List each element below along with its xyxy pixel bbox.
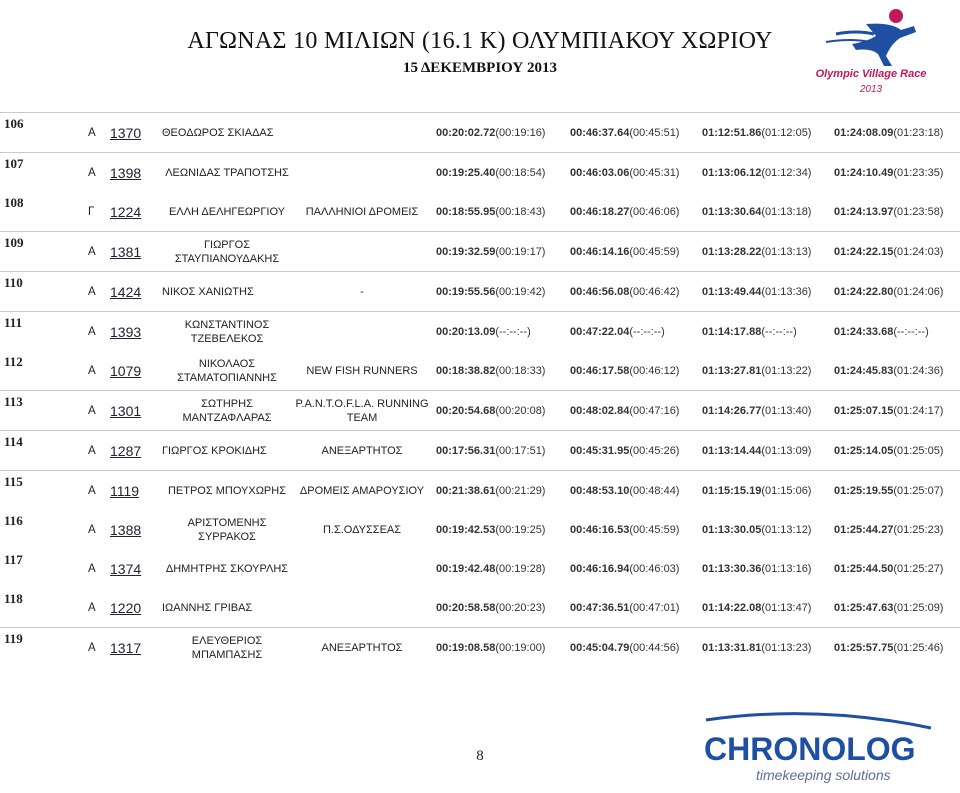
club-name: ΑΝΕΞΑΡΤΗΤΟΣ [321, 641, 403, 654]
split-time-value: 01:14:22.08 [702, 601, 762, 614]
split-time-value: 00:45:31.95 [570, 444, 630, 457]
rank-number: 112 [4, 354, 23, 369]
table-row [0, 351, 960, 390]
split-time-net: (00:20:23) [495, 601, 546, 614]
split-time-net: (00:46:12) [629, 364, 680, 377]
rank-number: 119 [4, 631, 23, 646]
table-row [0, 192, 960, 231]
category: Α [88, 364, 96, 377]
page-title: ΑΓΩΝΑΣ 10 ΜΙΛΙΩΝ (16.1 Κ) ΟΛΥΜΠΙΑΚΟΥ ΧΩΡΙΟΥ [187, 28, 773, 54]
athlete-name: ΕΛΕΥΘΕΡΙΟΣ ΜΠΑΜΠΑΣΗΣ [191, 634, 263, 661]
split-time-net: (00:18:54) [495, 166, 546, 179]
category: Α [88, 562, 96, 575]
club-name: NEW FISH RUNNERS [306, 364, 418, 377]
split-time-net: (00:19:28) [495, 562, 546, 575]
split-time-s2 [570, 153, 679, 192]
split-time-value: 01:15:15.19 [702, 484, 762, 497]
split-time-s3 [702, 471, 811, 510]
split-time-value: 00:18:38.82 [436, 364, 496, 377]
split-time-value: 00:46:17.58 [570, 364, 630, 377]
split-time-net: (01:13:18) [761, 205, 812, 218]
table-row [0, 152, 960, 192]
logo-year: 2013 [859, 84, 883, 95]
rank-number: 115 [4, 474, 23, 489]
split-time-net: (01:13:22) [761, 364, 812, 377]
runner-figure-icon [796, 4, 946, 68]
split-time-net: (00:19:00) [495, 641, 546, 654]
split-time-value: 00:21:38.61 [436, 484, 496, 497]
split-time-net: (01:13:40) [761, 404, 812, 417]
split-time-net: (--:--:--) [761, 325, 797, 338]
split-time-net: (01:13:16) [761, 562, 812, 575]
split-time-net: (01:13:12) [761, 523, 812, 536]
bib-number-link[interactable]: 1398 [110, 164, 142, 181]
split-time-net: (01:25:23) [893, 523, 944, 536]
split-time-net: (00:48:44) [629, 484, 680, 497]
split-time-s4 [834, 510, 943, 549]
split-time-value: 01:13:27.81 [702, 364, 762, 377]
category: Α [88, 285, 96, 298]
split-time-value: 01:13:31.81 [702, 641, 762, 654]
split-time-s1 [436, 192, 545, 231]
split-time-value: 00:48:02.84 [570, 404, 630, 417]
split-time-value: 00:19:25.40 [436, 166, 496, 179]
split-time-net: (00:18:33) [495, 364, 546, 377]
category: Α [88, 325, 96, 338]
split-time-value: 01:25:44.50 [834, 562, 894, 575]
split-time-value: 01:12:51.86 [702, 126, 762, 139]
split-time-s4 [834, 351, 943, 390]
split-time-net: (00:19:25) [495, 523, 546, 536]
category: Α [88, 641, 96, 654]
results-table [0, 112, 960, 667]
athlete-name: ΣΩΤΗΡΗΣ ΜΑΝΤΖΑΦΛΑΡΑΣ [182, 397, 272, 424]
split-time-net: (00:17:51) [495, 444, 546, 457]
athlete-name: ΝΙΚΟΣ ΧΑΝΙΩΤΗΣ [162, 285, 254, 298]
club-name: ΠΑΛΛΗΝΙΟΙ ΔΡΟΜΕΙΣ [305, 205, 419, 218]
bib-number-link[interactable]: 1224 [110, 203, 142, 220]
split-time-s1 [436, 312, 531, 351]
athlete-name: ΚΩΝΣΤΑΝΤΙΝΟΣ ΤΖΕΒΕΛΕΚΟΣ [184, 318, 270, 345]
split-time-s4 [834, 312, 929, 351]
split-time-s1 [436, 113, 545, 152]
split-time-value: 01:13:49.44 [702, 285, 762, 298]
split-time-value: 00:20:13.09 [436, 325, 496, 338]
split-time-s1 [436, 431, 545, 470]
club-name: ΑΝΕΞΑΡΤΗΤΟΣ [321, 444, 403, 457]
split-time-net: (00:45:51) [629, 126, 680, 139]
olympic-village-race-logo [796, 4, 946, 104]
split-time-net: (01:24:17) [893, 404, 944, 417]
split-time-net: (01:23:18) [893, 126, 944, 139]
split-time-net: (--:--:--) [629, 325, 665, 338]
split-time-value: 00:19:42.48 [436, 562, 496, 575]
split-time-net: (--:--:--) [893, 325, 929, 338]
split-time-s1 [436, 351, 545, 390]
athlete-name: ΠΕΤΡΟΣ ΜΠΟΥΧΩΡΗΣ [167, 484, 287, 497]
split-time-s1 [436, 588, 545, 627]
split-time-value: 01:25:07.15 [834, 404, 894, 417]
split-time-value: 01:24:10.49 [834, 166, 894, 179]
split-time-s4 [834, 431, 943, 470]
club-name [292, 232, 432, 271]
bib-number-link[interactable]: 1393 [110, 323, 142, 340]
split-time-s2 [570, 113, 679, 152]
split-time-net: (01:25:09) [893, 601, 944, 614]
split-time-value: 00:19:32.59 [436, 245, 496, 258]
split-time-value: 00:48:53.10 [570, 484, 630, 497]
split-time-s4 [834, 272, 943, 311]
rank-number: 110 [4, 275, 23, 290]
split-time-net: (00:45:26) [629, 444, 680, 457]
table-row [0, 627, 960, 667]
split-time-value: 01:13:30.05 [702, 523, 762, 536]
athlete-name: ΘΕΟΔΩΡΟΣ ΣΚΙΑΔΑΣ [162, 126, 274, 139]
split-time-s4 [834, 113, 943, 152]
split-time-value: 01:25:14.05 [834, 444, 894, 457]
split-time-s4 [834, 628, 943, 667]
split-time-net: (01:24:36) [893, 364, 944, 377]
club-name [292, 153, 432, 192]
club-name [292, 312, 432, 351]
split-time-net: (01:24:03) [893, 245, 944, 258]
bib-number-link[interactable]: 1381 [110, 243, 142, 260]
split-time-net: (00:19:42) [495, 285, 546, 298]
split-time-net: (00:44:56) [629, 641, 680, 654]
split-time-value: 01:13:06.12 [702, 166, 762, 179]
split-time-value: 01:24:33.68 [834, 325, 894, 338]
split-time-s2 [570, 549, 679, 588]
athlete-name: ΝΙΚΟΛΑΟΣ ΣΤΑΜΑΤΟΠΙΑΝΝΗΣ [177, 357, 277, 384]
logo-caption: Olympic Village Race [815, 68, 927, 80]
split-time-net: (00:46:06) [629, 205, 680, 218]
rank-number: 118 [4, 591, 23, 606]
split-time-value: 01:24:22.80 [834, 285, 894, 298]
rank-number: 113 [4, 394, 23, 409]
split-time-net: (00:45:31) [629, 166, 680, 179]
category: Α [88, 126, 96, 139]
split-time-net: (01:13:47) [761, 601, 812, 614]
logo-tagline: timekeeping solutions [756, 767, 891, 783]
athlete-name: ΛΕΩΝΙΔΑΣ ΤΡΑΠΟΤΣΗΣ [165, 166, 289, 179]
split-time-s1 [436, 628, 545, 667]
split-time-value: 01:14:26.77 [702, 404, 762, 417]
bib-number-link[interactable]: 1317 [110, 639, 142, 656]
split-time-value: 00:46:03.06 [570, 166, 630, 179]
split-time-s3 [702, 510, 811, 549]
split-time-s3 [702, 391, 811, 430]
split-time-value: 01:13:30.64 [702, 205, 762, 218]
split-time-s3 [702, 153, 811, 192]
split-time-value: 00:45:04.79 [570, 641, 630, 654]
split-time-s3 [702, 351, 811, 390]
split-time-value: 00:19:42.53 [436, 523, 496, 536]
split-time-s3 [702, 549, 811, 588]
table-row [0, 390, 960, 430]
split-time-net: (01:15:06) [761, 484, 812, 497]
club-name [292, 549, 432, 588]
split-time-value: 00:46:16.53 [570, 523, 630, 536]
club-name: P.A.N.T.O.F.L.A. RUNNING TEAM [295, 397, 429, 424]
split-time-value: 00:47:22.04 [570, 325, 630, 338]
split-time-s2 [570, 391, 679, 430]
club-name: - [360, 285, 364, 298]
split-time-net: (00:46:42) [629, 285, 680, 298]
split-time-net: (01:25:05) [893, 444, 944, 457]
split-time-value: 00:20:58.58 [436, 601, 496, 614]
rank-number: 107 [4, 156, 24, 171]
split-time-value: 00:17:56.31 [436, 444, 496, 457]
split-time-net: (00:19:17) [495, 245, 546, 258]
split-time-s2 [570, 232, 679, 271]
split-time-s2 [570, 351, 679, 390]
split-time-s4 [834, 471, 943, 510]
bib-number-link[interactable]: 1424 [110, 283, 142, 300]
split-time-s3 [702, 272, 811, 311]
rank-number: 117 [4, 552, 23, 567]
split-time-net: (01:13:36) [761, 285, 812, 298]
split-time-s2 [570, 312, 665, 351]
split-time-net: (00:47:16) [629, 404, 680, 417]
split-time-s2 [570, 588, 679, 627]
split-time-value: 01:24:45.83 [834, 364, 894, 377]
split-time-net: (01:25:27) [893, 562, 944, 575]
split-time-s3 [702, 232, 811, 271]
split-time-net: (00:21:29) [495, 484, 546, 497]
table-row [0, 510, 960, 549]
split-time-net: (01:24:06) [893, 285, 944, 298]
split-time-value: 01:13:30.36 [702, 562, 762, 575]
split-time-net: (01:25:07) [893, 484, 944, 497]
split-time-s3 [702, 628, 811, 667]
split-time-value: 00:20:54.68 [436, 404, 496, 417]
split-time-value: 00:20:02.72 [436, 126, 496, 139]
split-time-s3 [702, 312, 797, 351]
split-time-s4 [834, 232, 943, 271]
split-time-value: 00:46:37.64 [570, 126, 630, 139]
split-time-s1 [436, 549, 545, 588]
bib-number-link[interactable]: 1079 [110, 362, 142, 379]
bib-number-link[interactable]: 1370 [110, 124, 142, 141]
page-number: 8 [476, 748, 484, 764]
split-time-net: (01:23:35) [893, 166, 944, 179]
split-time-net: (01:23:58) [893, 205, 944, 218]
split-time-net: (01:13:09) [761, 444, 812, 457]
split-time-net: (00:45:59) [629, 245, 680, 258]
split-time-net: (00:19:16) [495, 126, 546, 139]
split-time-value: 00:18:55.95 [436, 205, 496, 218]
split-time-value: 00:46:16.94 [570, 562, 630, 575]
club-name [292, 113, 432, 152]
club-name: Π.Σ.ΟΔΥΣΣΕΑΣ [322, 523, 402, 536]
rank-number: 108 [4, 195, 24, 210]
split-time-value: 00:46:18.27 [570, 205, 630, 218]
split-time-s1 [436, 153, 545, 192]
split-time-value: 01:13:28.22 [702, 245, 762, 258]
table-row [0, 311, 960, 351]
split-time-s2 [570, 272, 679, 311]
category: Α [88, 484, 96, 497]
chronolog-logo [686, 710, 946, 788]
split-time-value: 01:25:57.75 [834, 641, 894, 654]
rank-number: 114 [4, 434, 23, 449]
athlete-name: ΓΙΩΡΓΟΣ ΣΤΑΥΠΙΑΝΟΥΔΑΚΗΣ [174, 238, 280, 265]
category: Α [88, 444, 96, 457]
split-time-value: 01:25:44.27 [834, 523, 894, 536]
table-row [0, 588, 960, 627]
category: Α [88, 601, 96, 614]
bib-number-link[interactable]: 1301 [110, 402, 142, 419]
category: Α [88, 404, 96, 417]
split-time-net: (01:13:23) [761, 641, 812, 654]
split-time-net: (00:18:43) [495, 205, 546, 218]
split-time-s2 [570, 628, 679, 667]
split-time-net: (01:13:13) [761, 245, 812, 258]
split-time-net: (00:20:08) [495, 404, 546, 417]
split-time-s2 [570, 431, 679, 470]
split-time-value: 01:24:08.09 [834, 126, 894, 139]
split-time-s4 [834, 153, 943, 192]
bib-number-link[interactable]: 1374 [110, 560, 142, 577]
split-time-net: (00:47:01) [629, 601, 680, 614]
split-time-value: 01:13:14.44 [702, 444, 762, 457]
split-time-net: (00:46:03) [629, 562, 680, 575]
bib-number-link[interactable]: 1119 [110, 482, 140, 499]
table-row [0, 231, 960, 271]
bib-number-link[interactable]: 1287 [110, 442, 142, 459]
split-time-s4 [834, 391, 943, 430]
split-time-value: 01:25:47.63 [834, 601, 894, 614]
logo-swoosh-icon [706, 714, 931, 728]
category: Γ [88, 205, 95, 218]
split-time-s4 [834, 588, 943, 627]
table-row [0, 549, 960, 588]
split-time-s2 [570, 192, 679, 231]
table-row [0, 271, 960, 311]
split-time-value: 01:25:19.55 [834, 484, 894, 497]
split-time-s3 [702, 113, 811, 152]
split-time-value: 01:24:22.15 [834, 245, 894, 258]
rank-number: 111 [4, 315, 23, 330]
split-time-s1 [436, 232, 545, 271]
rank-number: 109 [4, 235, 24, 250]
split-time-net: (01:12:34) [761, 166, 812, 179]
athlete-name: ΑΡΙΣΤΟΜΕΝΗΣ ΣΥΡΡΑΚΟΣ [187, 516, 267, 543]
split-time-net: (--:--:--) [495, 325, 531, 338]
split-time-s1 [436, 471, 545, 510]
split-time-value: 00:46:56.08 [570, 285, 630, 298]
split-time-s2 [570, 510, 679, 549]
split-time-s1 [436, 510, 545, 549]
split-time-value: 00:19:55.56 [436, 285, 496, 298]
club-name: ΔΡΟΜΕΙΣ ΑΜΑΡΟΥΣΙΟΥ [299, 484, 425, 497]
rank-number: 106 [4, 116, 24, 131]
split-time-value: 01:14:17.88 [702, 325, 762, 338]
category: Α [88, 245, 96, 258]
split-time-s1 [436, 272, 545, 311]
table-row [0, 470, 960, 510]
logo-brand: CHRONOLOG [704, 731, 916, 767]
split-time-s3 [702, 192, 811, 231]
bib-number-link[interactable]: 1388 [110, 521, 142, 538]
table-row [0, 112, 960, 152]
category: Α [88, 523, 96, 536]
split-time-value: 01:24:13.97 [834, 205, 894, 218]
category: Α [88, 166, 96, 179]
split-time-value: 00:46:14.16 [570, 245, 630, 258]
athlete-name: ΕΛΛΗ ΔΕΛΗΓΕΩΡΓΙΟΥ [168, 205, 285, 218]
split-time-s3 [702, 588, 811, 627]
split-time-s4 [834, 549, 943, 588]
split-time-s4 [834, 192, 943, 231]
table-row [0, 430, 960, 470]
club-name [292, 588, 432, 627]
athlete-name: ΙΩΑΝΝΗΣ ΓΡΙΒΑΣ [162, 601, 253, 614]
split-time-net: (01:12:05) [761, 126, 812, 139]
split-time-value: 00:19:08.58 [436, 641, 496, 654]
split-time-s3 [702, 431, 811, 470]
athlete-name: ΔΗΜΗΤΡΗΣ ΣΚΟΥΡΛΗΣ [165, 562, 289, 575]
page-subtitle-date: 15 ΔΕΚΕΜΒΡΙΟΥ 2013 [402, 60, 558, 76]
bib-number-link[interactable]: 1220 [110, 599, 142, 616]
rank-number: 116 [4, 513, 23, 528]
split-time-net: (01:25:46) [893, 641, 944, 654]
split-time-value: 00:47:36.51 [570, 601, 630, 614]
split-time-net: (00:45:59) [629, 523, 680, 536]
split-time-s2 [570, 471, 679, 510]
split-time-s1 [436, 391, 545, 430]
athlete-name: ΓΙΩΡΓΟΣ ΚΡΟΚΙΔΗΣ [162, 444, 267, 457]
